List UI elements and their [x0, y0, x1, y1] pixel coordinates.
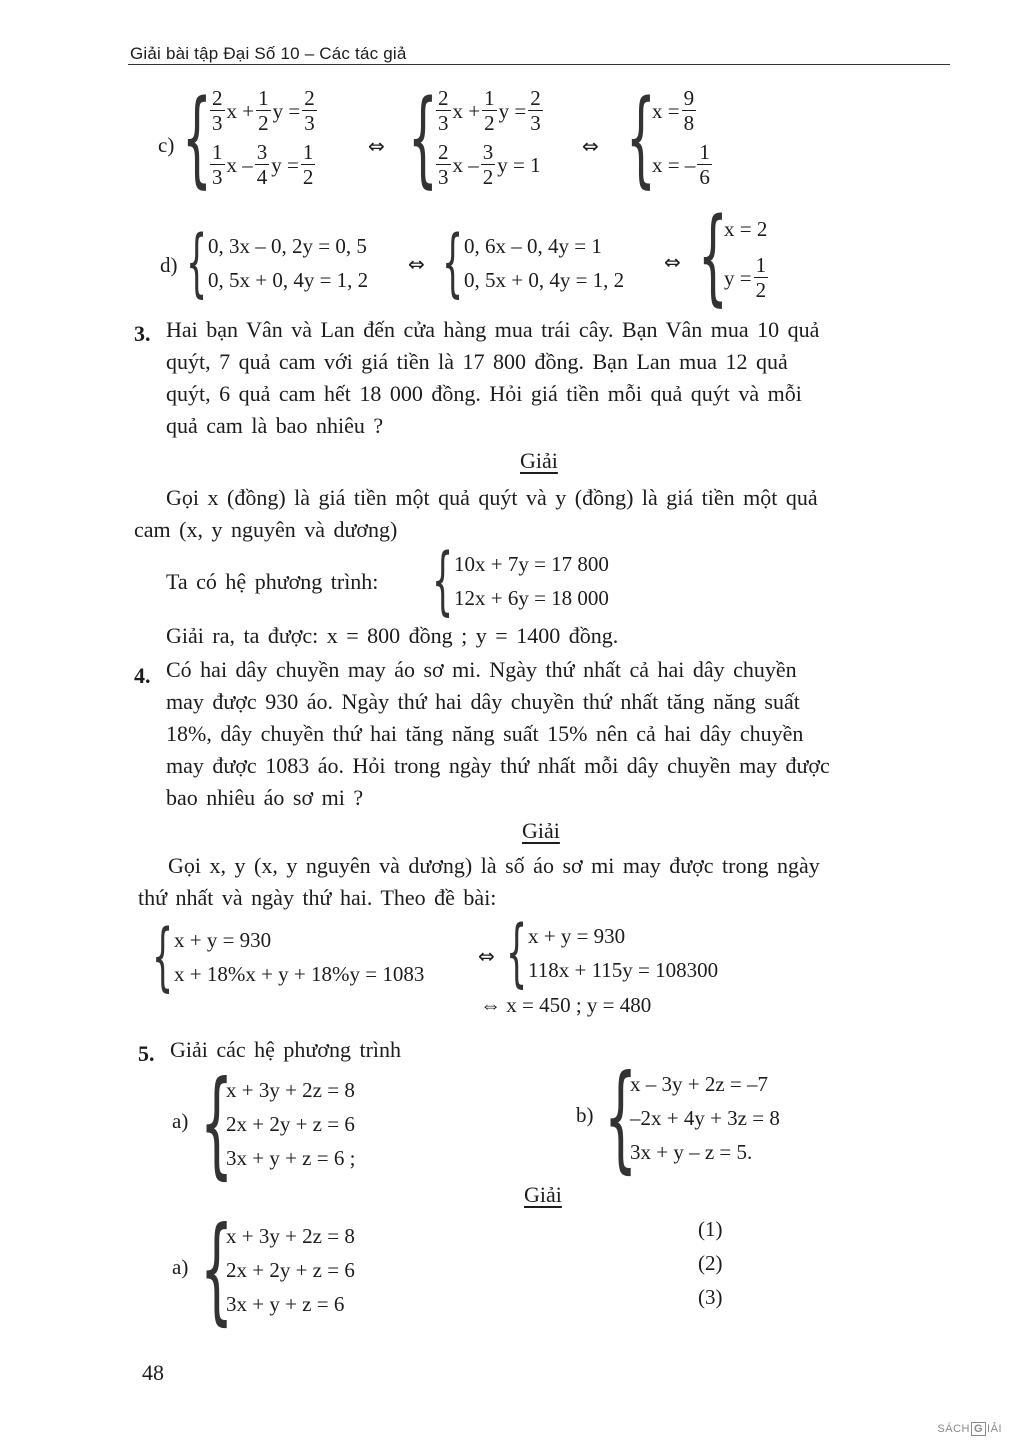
- text-line: cam (x, y nguyên và dương): [134, 517, 398, 542]
- solution-heading: Giải: [522, 818, 560, 843]
- equation-line: $\frac{2}{3}$ x + $\frac{1}{2}$ y = $\frac{2}{3}$: [438, 86, 541, 135]
- problem-5b-system: [604, 1050, 780, 1185]
- equation-line: $\frac{2}{3}$ x – $\frac{3}{2}$ y = 1: [438, 140, 541, 189]
- text-line: thứ nhất và ngày thứ hai. Theo đề bài:: [138, 885, 497, 910]
- equation-line: x = $\frac{9}{8}$: [652, 86, 695, 135]
- brace-icon: {: [186, 220, 208, 306]
- problem-4-number: 4.: [134, 663, 151, 688]
- equation-line: 3x + y + z = 6 ;: [226, 1146, 356, 1170]
- equation-line: 10x + 7y = 17 800: [454, 552, 609, 576]
- part-d-system-1: [186, 220, 369, 306]
- part-d-label: d): [160, 253, 178, 277]
- equivalence-arrow: ⇔: [664, 250, 681, 274]
- equation-line: x = 2: [724, 216, 768, 241]
- problem-4-solution: [138, 850, 820, 914]
- equivalence-arrow: ⇔: [408, 252, 425, 276]
- page-number: 48: [142, 1360, 164, 1385]
- equation-line: 0, 3x – 0, 2y = 0, 5: [208, 234, 367, 258]
- problem-4-text: [166, 654, 830, 814]
- problem-5-number: 5.: [138, 1041, 155, 1066]
- problem-3-text: [166, 314, 819, 442]
- solution-heading: Giải: [524, 1182, 562, 1207]
- text-line: quýt, 6 quả cam hết 18 000 đồng. Hỏi giá tiền mỗi quả quýt và mỗi: [166, 381, 802, 406]
- equation-line: 118x + 115y = 108300: [528, 958, 719, 982]
- brace-icon: {: [182, 77, 212, 199]
- part-c-system-2: [408, 77, 545, 199]
- problem-3-result: Giải ra, ta được: x = 800 đồng ; y = 1400 đồng.: [166, 623, 619, 648]
- text-line: quýt, 7 quả cam với giá tiền là 17 800 đồng. Bạn Lan mua 12 quả: [166, 349, 788, 374]
- solution-5a-system: [200, 1202, 355, 1337]
- problem-5b-label: b): [576, 1103, 594, 1127]
- publisher-logo: SÁCH G IẢI: [937, 1423, 1002, 1435]
- equation-line: x – 3y + 2z = –7: [630, 1072, 769, 1096]
- brace-icon: {: [604, 1050, 638, 1185]
- equation-line: x + 18%x + y + 18%y = 1083: [174, 962, 425, 986]
- text-line: may được 1083 áo. Hỏi trong ngày thứ nhất mỗi dây chuyền may được: [166, 753, 830, 778]
- problem-3-system: [432, 538, 609, 624]
- equation-line: 0, 5x + 0, 4y = 1, 2: [208, 268, 369, 292]
- equation-tags: [698, 1212, 723, 1314]
- problem-4-system-1: [152, 914, 425, 1000]
- problem-5a-system: [200, 1056, 356, 1191]
- solution-heading: Giải: [520, 448, 558, 473]
- solution-5a-label: a): [172, 1255, 189, 1279]
- equation-line: x + y = 930: [174, 928, 272, 952]
- header-rule: [128, 64, 950, 65]
- text-line: Có hai dây chuyền may áo sơ mi. Ngày thứ nhất cả hai dây chuyền: [166, 657, 797, 682]
- problem-4-result: ⇔ x = 450 ; y = 480: [480, 993, 652, 1017]
- equation-line: 0, 5x + 0, 4y = 1, 2: [464, 268, 625, 292]
- part-c-label: c): [158, 133, 175, 157]
- problem-4-system-2: [506, 910, 719, 996]
- equation-line: x + 3y + 2z = 8: [226, 1078, 355, 1102]
- equation-line: y = $\frac{1}{2}$: [724, 253, 767, 302]
- part-c-system-3: [626, 77, 714, 199]
- equation-tag: (3): [698, 1285, 723, 1309]
- equation-line: x = – $\frac{1}{6}$: [652, 140, 710, 189]
- text-line: 18%, dây chuyền thứ hai tăng năng suất 15% nên cả hai dây chuyền: [166, 721, 804, 746]
- problem-3-number: 3.: [134, 321, 151, 346]
- problem-5a-label: a): [172, 1109, 189, 1133]
- equation-tag: (2): [698, 1251, 723, 1275]
- equation-line: 2x + 2y + z = 6: [226, 1112, 355, 1136]
- equivalence-arrow: ⇔: [582, 134, 599, 158]
- equation-line: $\frac{2}{3}$ x + $\frac{1}{2}$ y = $\frac{2}{3}$: [212, 86, 315, 135]
- part-d-system-3: [698, 195, 770, 317]
- equation-line: 3x + y + z = 6: [226, 1292, 345, 1316]
- part-c-system-1: [182, 77, 319, 199]
- running-header: Giải bài tập Đại Số 10 – Các tác giả: [130, 44, 407, 63]
- text-line: quả cam là bao nhiêu ?: [166, 413, 384, 438]
- equation-line: x + y = 930: [528, 924, 626, 948]
- brace-icon: {: [408, 77, 438, 199]
- text-line: bao nhiêu áo sơ mi ?: [166, 785, 364, 810]
- part-d-system-2: [442, 220, 625, 306]
- equation-line: 12x + 6y = 18 000: [454, 586, 609, 610]
- brace-icon: {: [432, 538, 454, 624]
- system-intro: Ta có hệ phương trình:: [166, 569, 379, 594]
- equation-line: 3x + y – z = 5.: [630, 1140, 753, 1164]
- brace-icon: {: [200, 1056, 234, 1191]
- brace-icon: {: [506, 910, 528, 996]
- brace-icon: {: [200, 1202, 234, 1337]
- brace-icon: {: [152, 914, 174, 1000]
- brace-icon: {: [626, 77, 656, 199]
- equation-line: x + 3y + 2z = 8: [226, 1224, 355, 1248]
- brace-icon: {: [442, 220, 464, 306]
- brace-icon: {: [698, 195, 728, 317]
- problem-3-solution: [134, 482, 818, 546]
- equivalence-arrow: ⇔: [368, 134, 385, 158]
- equation-line: $\frac{1}{3}$ x – $\frac{3}{4}$ y = $\frac{1}{2}$: [212, 140, 314, 189]
- equation-line: 0, 6x – 0, 4y = 1: [464, 234, 602, 258]
- text-line: Gọi x, y (x, y nguyên và dương) là số áo sơ mi may được trong ngày: [168, 853, 820, 878]
- problem-5-title: Giải các hệ phương trình: [170, 1037, 402, 1062]
- text-line: Hai bạn Vân và Lan đến cửa hàng mua trái cây. Bạn Vân mua 10 quả: [166, 317, 820, 342]
- text-line: Gọi x (đồng) là giá tiền một quả quýt và y (đồng) là giá tiền một quả: [166, 485, 818, 510]
- equation-line: –2x + 4y + 3z = 8: [630, 1106, 780, 1130]
- equivalence-arrow: ⇔: [478, 944, 495, 968]
- equation-line: 2x + 2y + z = 6: [226, 1258, 355, 1282]
- text-line: may được 930 áo. Ngày thứ hai dây chuyền thứ nhất tăng năng suất: [166, 689, 800, 714]
- equation-tag: (1): [698, 1217, 723, 1241]
